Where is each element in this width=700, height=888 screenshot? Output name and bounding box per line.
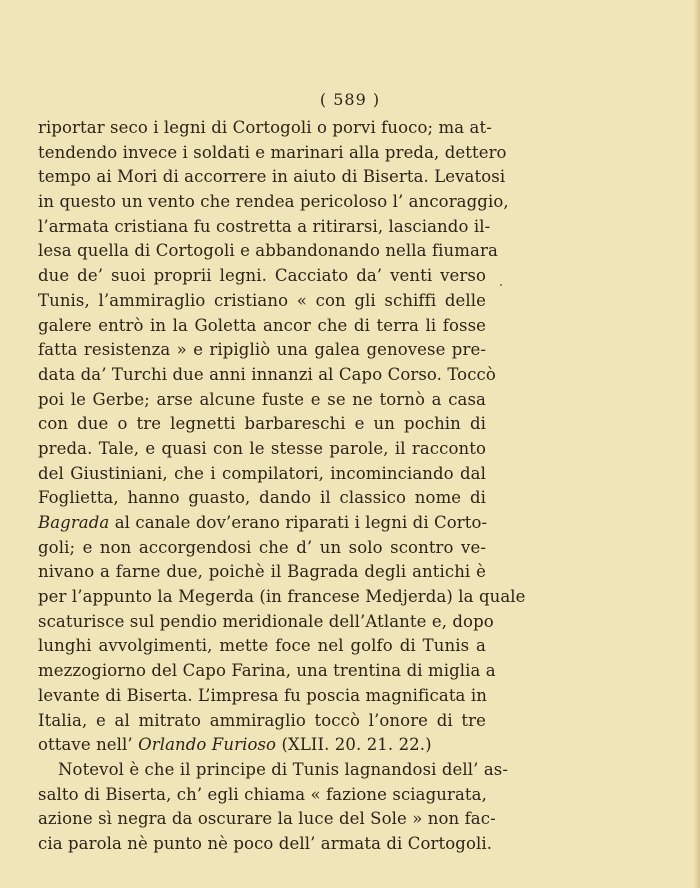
text-segment: in questo un vento che rendea pericoloso l’ ancoraggio, xyxy=(38,192,509,212)
text-line xyxy=(38,264,486,289)
text-line xyxy=(38,215,491,240)
text-segment: Foglietta, hanno guasto, dando il classico nome di xyxy=(38,488,486,508)
text-segment: con due o tre legnetti barbareschi e un pochin di xyxy=(38,414,486,434)
text-segment: Tunis, l’ammiraglio cristiano « con gli schiffi delle xyxy=(38,290,486,310)
text-line xyxy=(38,239,498,264)
text-line xyxy=(38,289,486,314)
text-line xyxy=(38,733,486,758)
text-line xyxy=(38,783,486,808)
text-line xyxy=(38,659,496,684)
text-segment: Italia, e al mitrato ammiraglio toccò l’onore di tre xyxy=(38,710,486,730)
text-segment: nivano a farne due, poichè il Bagrada degli antichi è xyxy=(38,562,486,582)
text-line xyxy=(38,412,486,437)
page-edge-shadow xyxy=(694,0,700,888)
page-number: ( 589 ) xyxy=(319,90,381,109)
text-line xyxy=(38,536,486,561)
text-segment: scaturisce sul pendio meridionale dell’Atlante e, dopo xyxy=(38,611,494,631)
text-segment: goli; e non accorgendosi che d’ un solo scontro ve- xyxy=(38,537,486,557)
text-segment: tendendo invece i soldati e marinari alla preda, dettero xyxy=(38,142,507,162)
text-line xyxy=(38,807,496,832)
italic-title: Bagrada xyxy=(38,513,110,532)
paragraph xyxy=(38,758,509,857)
text-line xyxy=(38,634,486,659)
text-segment: mezzogiorno del Capo Farina, una trentina di miglia a xyxy=(38,661,496,681)
text-segment: al canale dov’erano riparati i legni di Corto- xyxy=(109,513,488,532)
text-segment: galere entrò in la Goletta ancor che di terra li fosse xyxy=(38,315,486,335)
text-segment: preda. Tale, e quasi con le stesse parole, il racconto xyxy=(38,438,486,458)
text-segment: per l’appunto la Megerda (in francese Medjerda) la quale xyxy=(38,587,526,607)
text-segment: lunghi avvolgimenti, mette foce nel golfo di Tunis a xyxy=(38,636,486,656)
text-segment: del Giustiniani, che i compilatori, incominciando dal xyxy=(38,463,486,483)
text-segment: fatta resistenza » e ripigliò una galea genovese pre- xyxy=(38,340,486,360)
text-line xyxy=(38,437,486,462)
text-segment: poi le Gerbe; arse alcune fuste e se ne tornò a casa xyxy=(38,389,486,409)
text-segment: levante di Biserta. L’impresa fu poscia magnificata in xyxy=(38,685,487,705)
text-segment: l’armata cristiana fu costretta a ritirarsi, lasciando il- xyxy=(38,216,491,236)
text-line xyxy=(38,610,494,635)
text-line xyxy=(38,190,509,215)
italic-title: Orlando Furioso xyxy=(138,735,277,755)
text-segment: cia parola nè punto nè poco dell’ armata di Cortogoli. xyxy=(38,833,493,853)
paragraph xyxy=(38,116,526,758)
body-text xyxy=(38,116,526,857)
text-line xyxy=(38,363,496,388)
text-line xyxy=(38,314,486,339)
text-line xyxy=(38,684,486,709)
text-line xyxy=(38,758,509,783)
text-segment: (XLII. 20. 21. 22.) xyxy=(276,735,432,755)
paper-speck xyxy=(500,284,502,286)
text-line xyxy=(38,462,486,487)
text-line xyxy=(38,709,486,734)
text-segment: ottave nell’ xyxy=(38,735,139,755)
text-line xyxy=(38,116,492,141)
text-line xyxy=(38,141,507,166)
text-line xyxy=(38,388,486,413)
text-segment: Notevol è che il principe di Tunis lagnandosi dell’ as- xyxy=(58,759,509,779)
text-line xyxy=(38,832,493,857)
text-line xyxy=(38,486,486,511)
text-line xyxy=(38,585,526,610)
text-segment: due de’ suoi proprii legni. Cacciato da’ venti verso xyxy=(38,266,486,286)
text-line xyxy=(38,511,486,536)
text-line xyxy=(38,560,486,585)
text-segment: salto di Biserta, ch’ egli chiama « fazione sciagurata, xyxy=(38,784,487,804)
text-segment: tempo ai Mori di accorrere in aiuto di Biserta. Levatosi xyxy=(38,167,506,187)
text-segment: azione sì negra da oscurare la luce del Sole » non fac- xyxy=(38,809,496,829)
text-segment: data da’ Turchi due anni innanzi al Capo Corso. Toccò xyxy=(38,364,496,384)
text-segment: riportar seco i legni di Cortogoli o porvi fuoco; ma at- xyxy=(38,118,492,137)
text-line xyxy=(38,338,486,363)
text-segment: lesa quella di Cortogoli e abbandonando nella fiumara xyxy=(38,241,498,261)
text-line xyxy=(38,165,506,190)
